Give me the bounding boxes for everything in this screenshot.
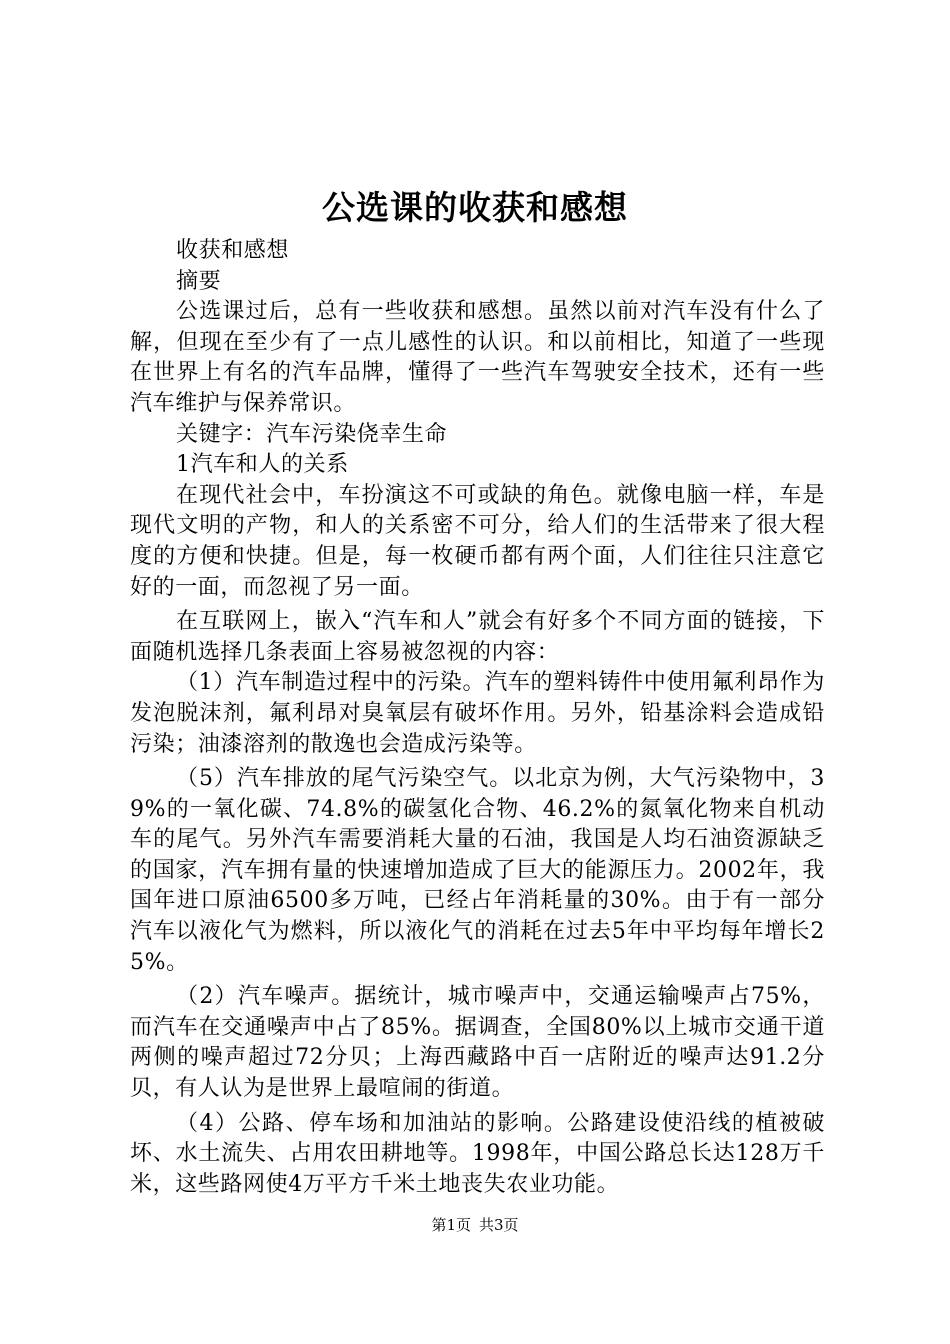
keywords-line: 关键字：汽车污染侥幸生命 <box>176 421 448 447</box>
list-item-paragraph: （2）汽车噪声。据统计，城市噪声中，交通运输噪声占75%，而汽车在交通噪声中占了85%。据调查，全国80%以上城市交通干道两侧的噪声超过72分贝；上海西藏路中百一店附近的噪声达91.2分贝，有人认为是世界上最喧闹的街道。 <box>130 984 825 1102</box>
list-item-paragraph: （5）汽车排放的尾气污染空气。以北京为例，大气污染物中，39%的一氧化碳、74.8%的碳氢化合物、46.2%的氮氧化物来自机动车的尾气。另外汽车需要消耗大量的石油，我国是人均石油资源缺乏的国家，汽车拥有量的快速增加造成了巨大的能源压力。2002年，我国年进口原油6500多万吨，已经占年消耗量的30%。由于有一部分汽车以液化气为燃料，所以液化气的消耗在过去5年中平均每年增长25%。 <box>130 766 825 975</box>
body-paragraph: 在现代社会中，车扮演这不可或缺的角色。就像电脑一样，车是现代文明的产物，和人的关系密不可分，给人们的生活带来了很大程度的方便和快捷。但是，每一枚硬币都有两个面，人们往往只注意它好的一面，而忽视了另一面。 <box>130 482 825 600</box>
body-paragraph: 在互联网上，嵌入“汽车和人”就会有好多个不同方面的链接，下面随机选择几条表面上容易被忽视的内容： <box>130 609 825 665</box>
abstract-paragraph: 公选课过后，总有一些收获和感想。虽然以前对汽车没有什么了解，但现在至少有了一点儿感性的认识。和以前相比，知道了一些现在世界上有名的汽车品牌，懂得了一些汽车驾驶安全技术，还有一些汽车维护与保养常识。 <box>130 299 825 416</box>
list-item-paragraph: （4）公路、停车场和加油站的影响。公路建设使沿线的植被破坏、水土流失、占用农田耕地等。1998年，中国公路总长达128万千米，这些路网使4万平方千米土地丧失农业功能。 <box>130 1110 825 1197</box>
document-title: 公选课的收获和感想 <box>322 188 628 227</box>
section-heading: 1汽车和人的关系 <box>176 452 349 478</box>
page-number: 第1页 <box>431 1216 471 1234</box>
page-total: 共3页 <box>479 1216 519 1234</box>
subtitle-paragraph: 收获和感想 <box>176 238 290 263</box>
page-footer <box>0 1215 950 1235</box>
document-body <box>130 236 825 1200</box>
abstract-heading: 摘要 <box>176 268 222 294</box>
list-item-paragraph: （1）汽车制造过程中的污染。汽车的塑料铸件中使用氟利昂作为发泡脱沫剂，氟利昂对臭氧层有破坏作用。另外，铅基涂料会造成铅污染；油漆溶剂的散逸也会造成污染等。 <box>130 670 825 757</box>
